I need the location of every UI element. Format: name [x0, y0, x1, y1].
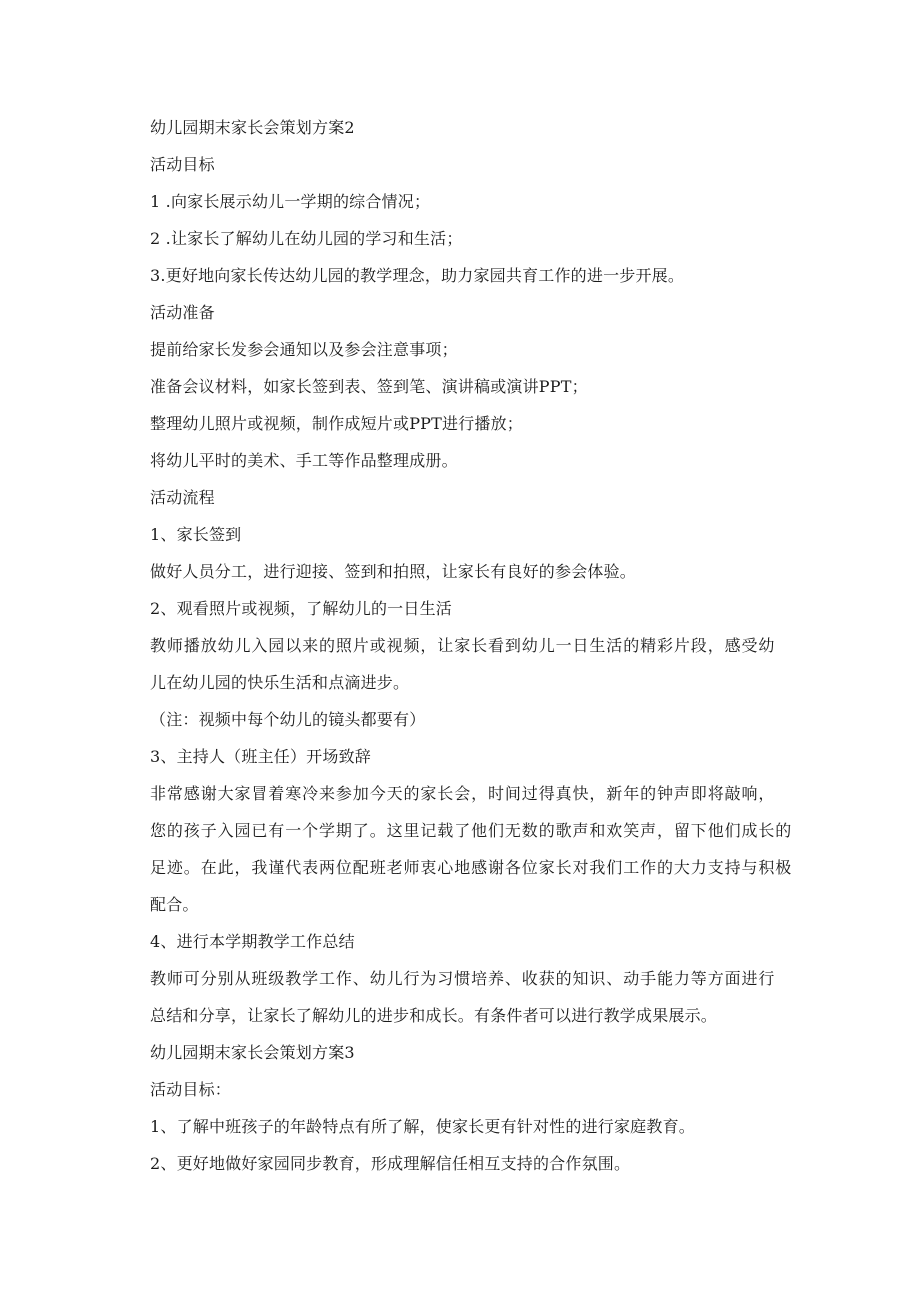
- plan-3-goal-item-2: 2、更好地做好家园同步教育，形成理解信任相互支持的合作氛围。: [150, 1154, 631, 1173]
- heading-activity-preparation: 活动准备: [150, 303, 215, 322]
- process-step-3-text-line-1: 非常感谢大家冒着寒冷来参加今天的家长会，时间过得真快，新年的钟声即将敲响，: [150, 784, 776, 803]
- plan-3-goal-item-1: 1、了解中班孩子的年龄特点有所了解，使家长更有针对性的进行家庭教育。: [150, 1117, 695, 1136]
- heading-activity-goals: 活动目标: [150, 155, 215, 174]
- process-step-1-title: 1、家长签到: [150, 525, 242, 544]
- process-step-2-note: （注：视频中每个幼儿的镜头都要有）: [150, 710, 426, 729]
- preparation-item-1: 提前给家长发参会通知以及参会注意事项；: [150, 340, 458, 359]
- preparation-item-4: 将幼儿平时的美术、手工等作品整理成册。: [150, 451, 458, 470]
- preparation-item-3: 整理幼儿照片或视频，制作成短片或PPT进行播放；: [150, 414, 524, 433]
- process-step-4-text-line-2: 总结和分享，让家长了解幼儿的进步和成长。有条件者可以进行教学成果展示。: [150, 1006, 718, 1025]
- goal-item-1: 1 .向家长展示幼儿一学期的综合情况；: [150, 192, 431, 211]
- section-title-plan-3: 幼儿园期末家长会策划方案3: [150, 1043, 355, 1062]
- process-step-2-text-line-1: 教师播放幼儿入园以来的照片或视频，让家长看到幼儿一日生活的精彩片段，感受幼: [150, 636, 776, 655]
- process-step-4-text-line-1: 教师可分别从班级教学工作、幼儿行为习惯培养、收获的知识、动手能力等方面进行: [150, 969, 776, 988]
- process-step-2-text-line-2: 儿在幼儿园的快乐生活和点滴进步。: [150, 673, 410, 692]
- process-step-3-text-line-2: 您的孩子入园已有一个学期了。这里记载了他们无数的歌声和欢笑声，留下他们成长的: [150, 821, 793, 840]
- goal-item-3: 3.更好地向家长传达幼儿园的教学理念，助力家园共育工作的进一步开展。: [150, 266, 685, 285]
- process-step-1-text: 做好人员分工，进行迎接、签到和拍照，让家长有良好的参会体验。: [150, 562, 637, 581]
- section-title-plan-2: 幼儿园期末家长会策划方案2: [150, 118, 355, 137]
- preparation-item-2: 准备会议材料，如家长签到表、签到笔、演讲稿或演讲PPT；: [150, 377, 588, 396]
- process-step-3-text-line-3: 足迹。在此，我谨代表两位配班老师衷心地感谢各位家长对我们工作的大力支持与积极: [150, 858, 793, 877]
- process-step-3-title: 3、主持人（班主任）开场致辞: [150, 747, 371, 766]
- process-step-3-text-line-4: 配合。: [150, 895, 199, 914]
- goal-item-2: 2 .让家长了解幼儿在幼儿园的学习和生活；: [150, 229, 463, 248]
- heading-activity-goals-plan-3: 活动目标：: [150, 1080, 232, 1099]
- process-step-2-title: 2、观看照片或视频，了解幼儿的一日生活: [150, 599, 452, 618]
- heading-activity-process: 活动流程: [150, 488, 215, 507]
- process-step-4-title: 4、进行本学期教学工作总结: [150, 932, 355, 951]
